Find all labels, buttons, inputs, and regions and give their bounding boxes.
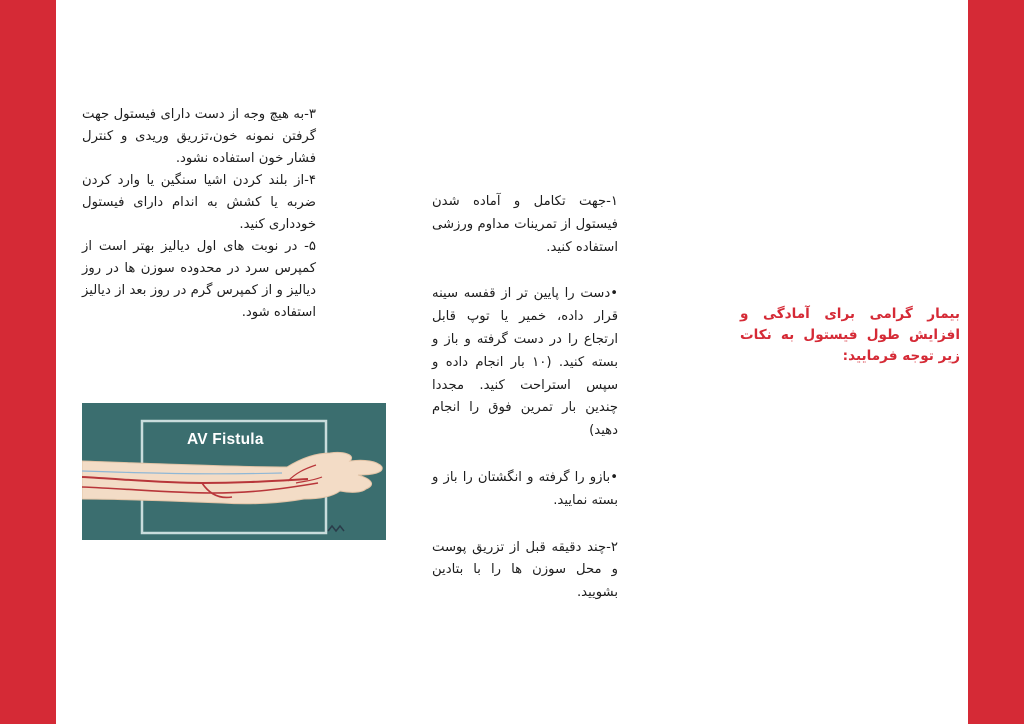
right-red-band [968, 0, 1024, 724]
left-red-band [0, 0, 56, 724]
exercise-bullet-2: •بازو را گرفته و انگشتان را باز و بسته نمایید. [432, 469, 618, 508]
instruction-4: ۴-از بلند کردن اشیا سنگین یا وارد کردن ضربه یا کشش به اندام دارای فیستول خودداری کنید. [82, 173, 316, 232]
arm-illustration [82, 403, 386, 540]
instruction-5: ۵- در نوبت های اول دیالیز بهتر است از کمپرس سرد در محدوده سوزن ها در روز دیالیز و از کمپرس گرم در روز بعد از دیالیز استفاده شود. [82, 239, 316, 320]
instruction-1: ۱-جهت تکامل و آماده شدن فیستول از تمرینات مداوم ورزشی استفاده کنید. [432, 194, 618, 255]
instruction-2: ۲-چند دقیقه قبل از تزریق پوست و محل سوزن ها را با بتادین بشویید. [432, 539, 618, 601]
exercise-bullet-1: •دست را پایین تر از قفسه سینه قرار داده، خمیر یا توپ قابل ارتجاع را در دست گرفته و باز و بسته کنید. (۱۰ بار انجام داده و سپس استراحت کنید. مجددا چندین بار تمرین فوق را انجام دهید) [432, 286, 618, 439]
middle-column [432, 191, 618, 605]
figure-title: AV Fistula [187, 431, 264, 448]
publisher-logo [328, 526, 344, 531]
left-column [82, 104, 316, 324]
av-fistula-illustration [82, 403, 386, 540]
instruction-3: ۳-به هیچ وجه از دست دارای فیستول جهت گرفتن نمونه خون،تزریق وریدی و کنترل فشار خون استفاده نشود. [82, 107, 316, 166]
patient-heading: بیمار گرامی برای آمادگی و افزایش طول فیستول به نکات زیر توجه فرمایید: [740, 306, 960, 364]
arm-shape [82, 452, 382, 503]
